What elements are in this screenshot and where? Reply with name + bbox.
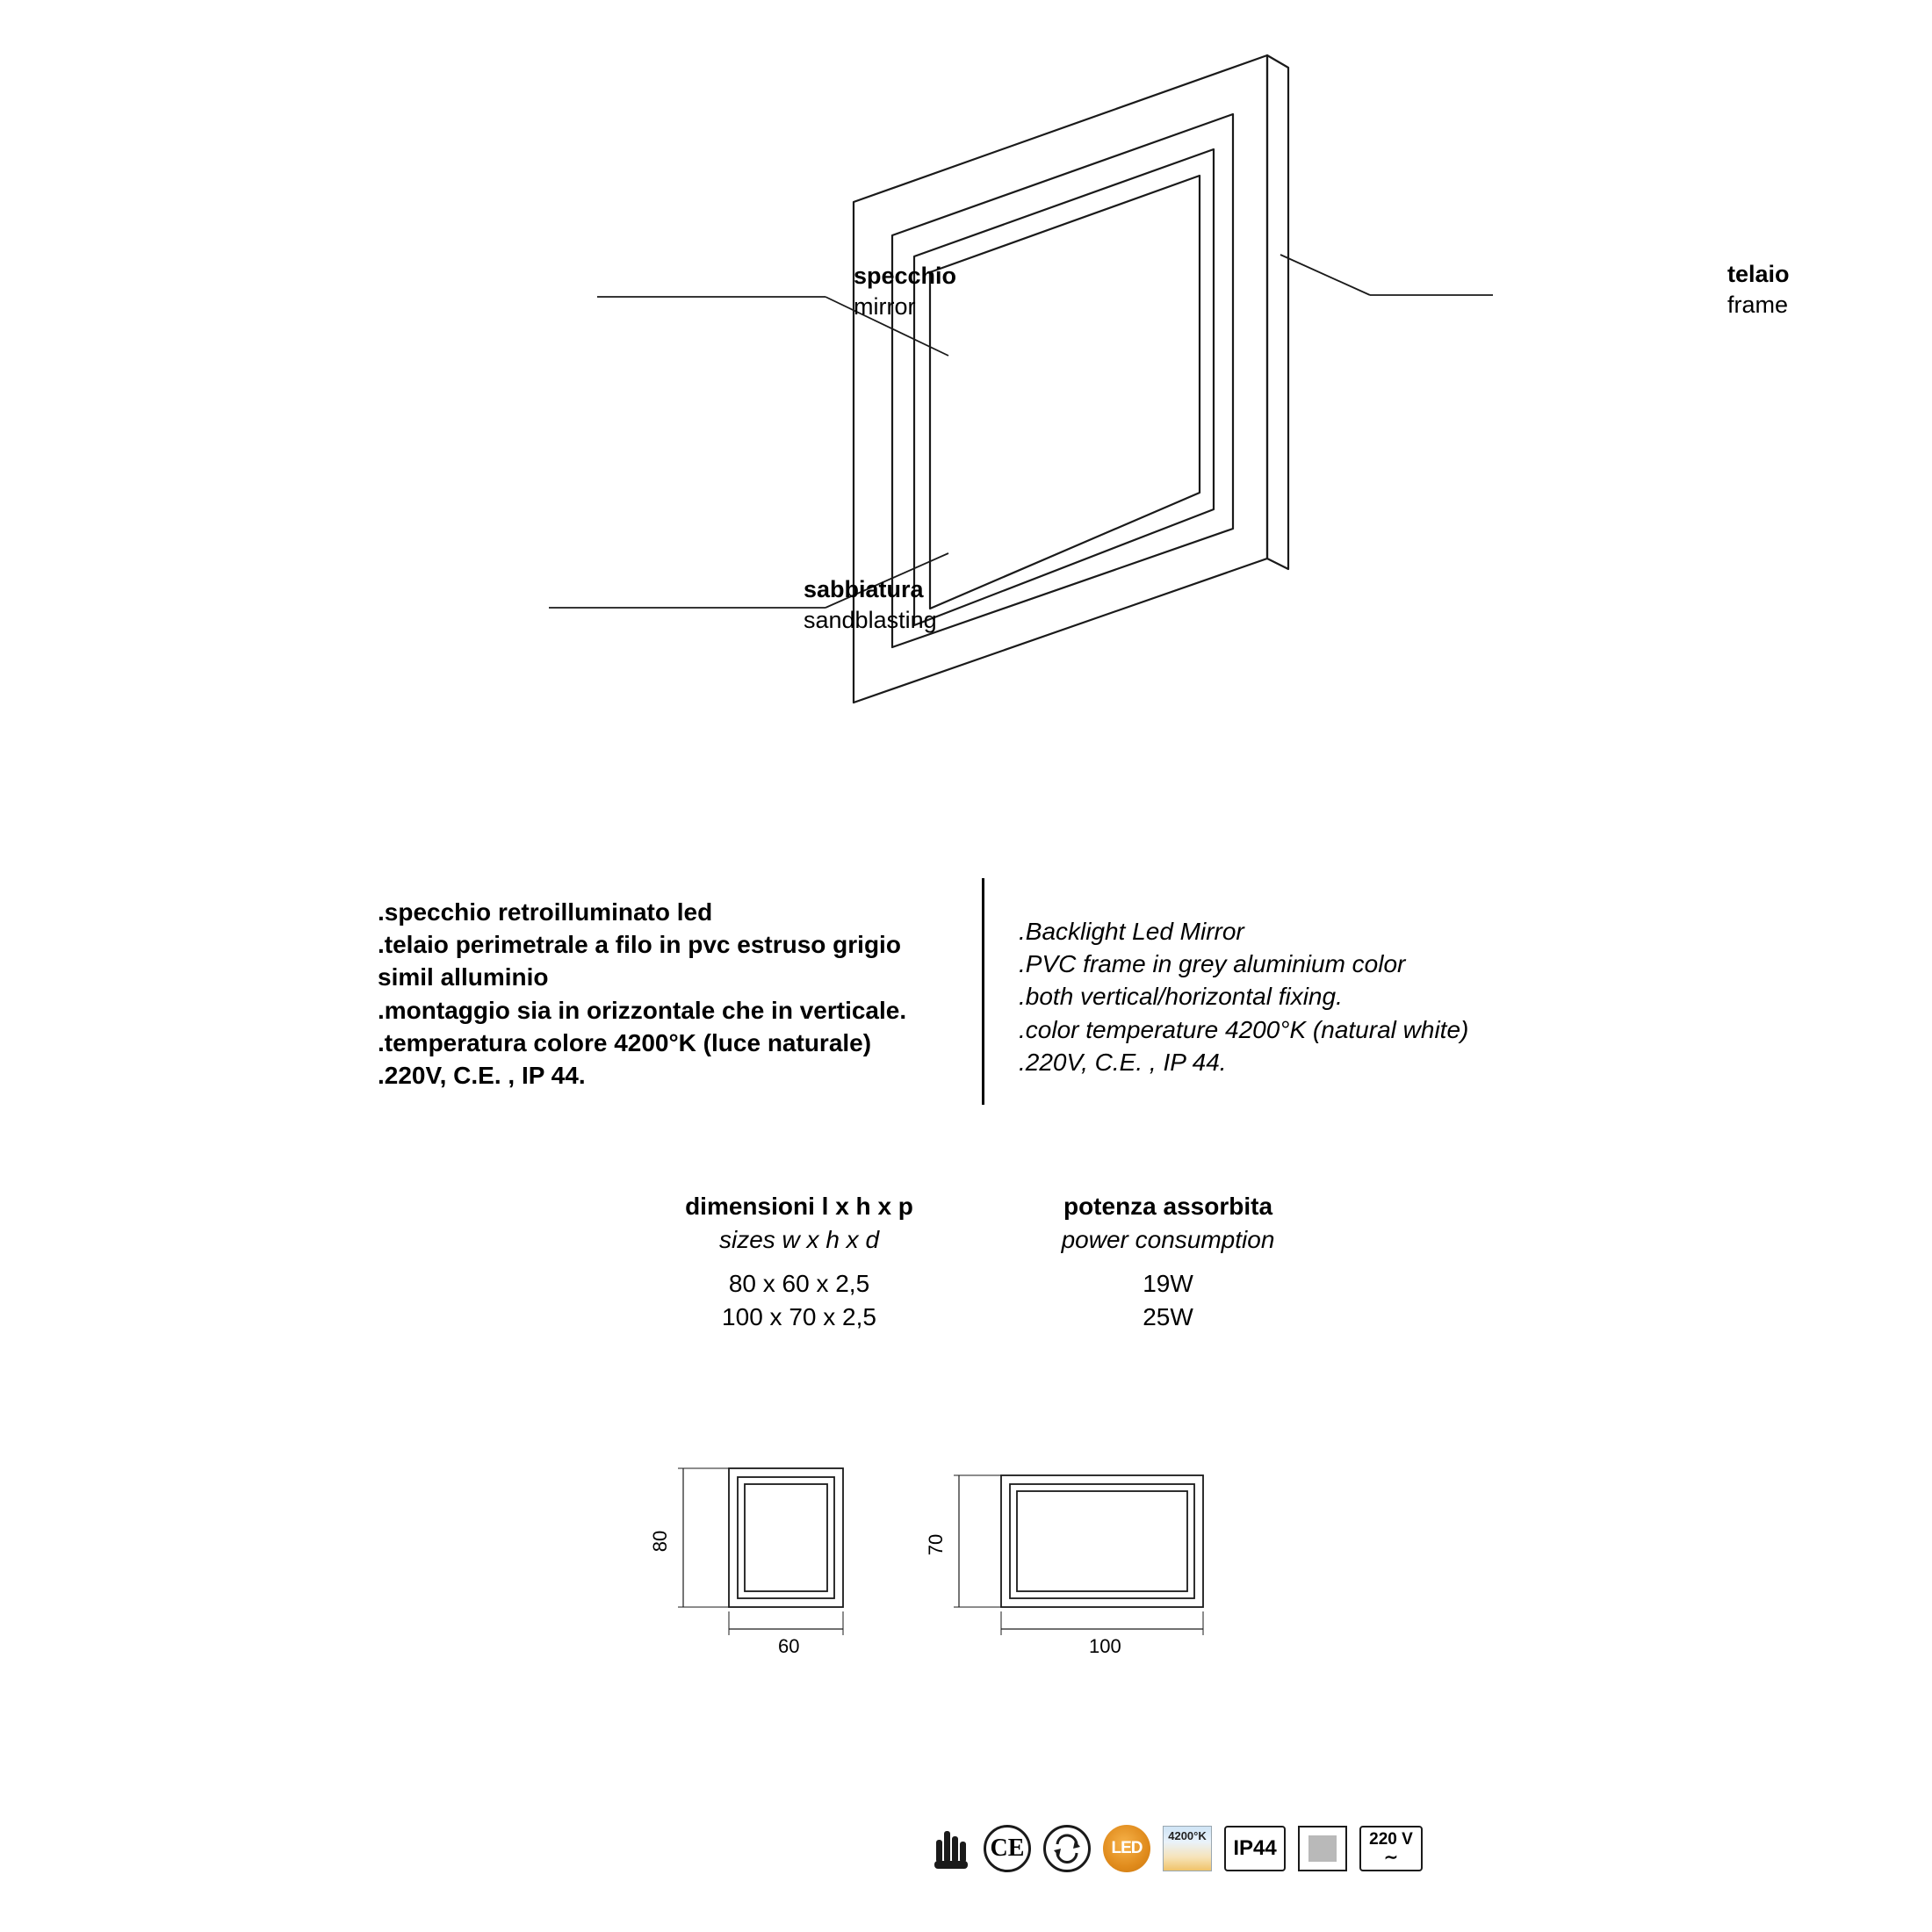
recycle-icon [1043, 1825, 1091, 1872]
vertical-mirror-outer [729, 1468, 843, 1607]
horizontal-width-label: 100 [1089, 1635, 1121, 1657]
ce-mark-label: CE [990, 1835, 1025, 1862]
callout-specchio-it: specchio [854, 263, 957, 289]
led-icon [1103, 1825, 1150, 1872]
voltage-icon [1359, 1825, 1423, 1872]
vertical-mirror-glass [745, 1484, 827, 1591]
ip44-box [1224, 1826, 1286, 1871]
vertical-width-label: 60 [778, 1635, 800, 1657]
ce-mark-icon [984, 1825, 1031, 1872]
color-temperature-swatch [1163, 1826, 1212, 1871]
desc-en-line-5: .220V, C.E. , IP 44. [1019, 1048, 1227, 1076]
led-label: LED [1111, 1839, 1143, 1857]
horizontal-height-label: 70 [925, 1533, 948, 1556]
voltage-label: 220 V [1369, 1830, 1413, 1849]
callout-sabbiatura-it: sabbiatura [804, 576, 924, 602]
mirror-perspective-drawing [334, 18, 1790, 720]
dimensions-header-it: dimensioni l x h x p [685, 1193, 913, 1220]
desc-en-line-2: .PVC frame in grey aluminium color [1019, 950, 1406, 978]
desc-en-line-3: .both vertical/horizontal fixing. [1019, 983, 1343, 1011]
power-value-row-1: 19W [1143, 1269, 1193, 1297]
ce-mark-circle [984, 1825, 1031, 1872]
voltage-ac-symbol: ∼ [1384, 1849, 1398, 1867]
hand-touch-icon [931, 1825, 971, 1872]
description-block [378, 896, 1607, 1107]
ip44-label: IP44 [1233, 1836, 1277, 1860]
color-temperature-icon [1163, 1825, 1212, 1872]
desc-it-line-4: .temperatura colore 4200°K (luce naturale) [378, 1028, 872, 1056]
callout-specchio-en: mirror [854, 293, 916, 321]
callout-sabbiatura [804, 574, 937, 636]
leader-telaio-d [1280, 255, 1370, 295]
desc-en-line-1: .Backlight Led Mirror [1019, 918, 1244, 945]
dimensions-value-row-2: 100 x 70 x 2,5 [722, 1303, 876, 1331]
horizontal-mirror-glass [1017, 1491, 1187, 1591]
spec-column-dimensions [615, 1190, 984, 1335]
hand-touch-glyph [931, 1826, 971, 1871]
ip44-icon [1224, 1825, 1286, 1872]
spec-table [615, 1190, 1405, 1335]
horizontal-mirror-inner [1010, 1484, 1194, 1598]
callout-sabbiatura-en: sandblasting [804, 607, 937, 634]
spec-column-power [984, 1190, 1352, 1335]
frame-glyph [1298, 1826, 1347, 1871]
callout-telaio [1727, 259, 1790, 321]
dimension-drawings-svg [615, 1449, 1361, 1712]
dimensions-header-en: sizes w x h x d [718, 1225, 880, 1253]
description-italian [378, 896, 957, 1092]
callout-telaio-en: frame [1727, 292, 1789, 319]
voltage-box [1359, 1826, 1423, 1871]
callout-specchio [854, 261, 956, 322]
vertical-height-label: 80 [649, 1530, 672, 1553]
power-header-it: potenza assorbita [1063, 1193, 1273, 1220]
horizontal-mirror-outer [1001, 1475, 1203, 1607]
power-value-row-2: 25W [1143, 1303, 1193, 1331]
vertical-mirror-inner [738, 1477, 834, 1598]
certification-icon-strip [931, 1818, 1423, 1879]
color-temperature-label: 4200°K [1168, 1829, 1207, 1842]
power-header-en: power consumption [1061, 1225, 1275, 1253]
callout-telaio-it: telaio [1727, 261, 1790, 287]
desc-it-line-5: .220V, C.E. , IP 44. [378, 1062, 586, 1090]
recycle-circle [1043, 1825, 1091, 1872]
desc-it-line-1: .specchio retroilluminato led [378, 898, 713, 926]
frame-icon [1298, 1825, 1347, 1872]
dimensions-value-row-1: 80 x 60 x 2,5 [728, 1269, 870, 1297]
led-circle [1103, 1825, 1150, 1872]
desc-en-line-4: .color temperature 4200°K (natural white) [1019, 1015, 1469, 1043]
desc-it-line-2: .telaio perimetrale a filo in pvc estruso grigio simil alluminio [378, 931, 901, 991]
recycle-arrows-glyph [1052, 1834, 1082, 1864]
description-english [1019, 915, 1598, 1078]
dimension-drawings [615, 1449, 1361, 1712]
desc-it-line-3: .montaggio sia in orizzontale che in verticale. [378, 996, 907, 1024]
